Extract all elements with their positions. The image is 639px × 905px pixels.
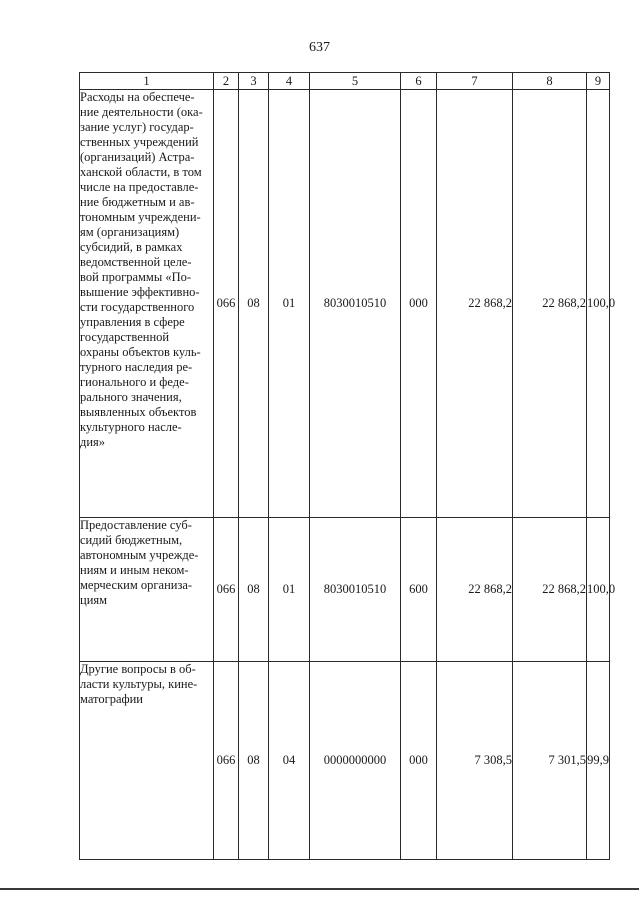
planned-amount: 22 868,2 [437,518,513,662]
planned-amount: 7 308,5 [437,662,513,860]
page-bottom-rule [0,888,639,890]
table-row [80,662,610,860]
expense-type-code: 000 [401,662,437,860]
column-header-4: 4 [269,73,310,90]
execution-percent: 100,0 [587,518,610,662]
page-number: 637 [309,40,330,55]
column-header-8: 8 [513,73,587,90]
expense-type-code: 600 [401,518,437,662]
table-row [80,518,610,662]
row-description: Расходы на обеспече- ние деятельности (ока- зание услуг) государ- ственных учреждений (организаций) Астра- ханской области, в том числе на предоставле- ние бюджетным и ав- тономным учреждени- ям (организациям) субсидий, в рамках ведомственной целе- вой программы «По- вышение эффективно- сти государственного управления в сфере государственной охраны объектов куль- турного наследия ре- гионального и феде- рального значения, выявленных объектов культурного насле- дия» [80,90,214,518]
column-header-2: 2 [214,73,239,90]
target-article-code: 0000000000 [310,662,401,860]
executed-amount: 7 301,5 [513,662,587,860]
executed-amount: 22 868,2 [513,518,587,662]
column-header-9: 9 [587,73,610,90]
planned-amount: 22 868,2 [437,90,513,518]
row-description: Предоставление суб- сидий бюджетным, автономным учрежде- ниям и иным неком- мерческим организа- циям [80,518,214,662]
row-description: Другие вопросы в об- ласти культуры, кине- матографии [80,662,214,860]
target-article-code: 8030010510 [310,90,401,518]
ministry-code: 066 [214,662,239,860]
execution-percent: 100,0 [587,90,610,518]
subsection-code: 01 [269,518,310,662]
ministry-code: 066 [214,90,239,518]
column-header-1: 1 [80,73,214,90]
subsection-code: 01 [269,90,310,518]
table-row [80,90,610,518]
column-header-6: 6 [401,73,437,90]
section-code: 08 [239,518,269,662]
column-header-7: 7 [437,73,513,90]
target-article-code: 8030010510 [310,518,401,662]
section-code: 08 [239,90,269,518]
table-header-row [80,73,610,90]
subsection-code: 04 [269,662,310,860]
ministry-code: 066 [214,518,239,662]
section-code: 08 [239,662,269,860]
expense-type-code: 000 [401,90,437,518]
execution-percent: 99,9 [587,662,610,860]
executed-amount: 22 868,2 [513,90,587,518]
column-header-5: 5 [310,73,401,90]
column-header-3: 3 [239,73,269,90]
budget-table [79,72,616,860]
